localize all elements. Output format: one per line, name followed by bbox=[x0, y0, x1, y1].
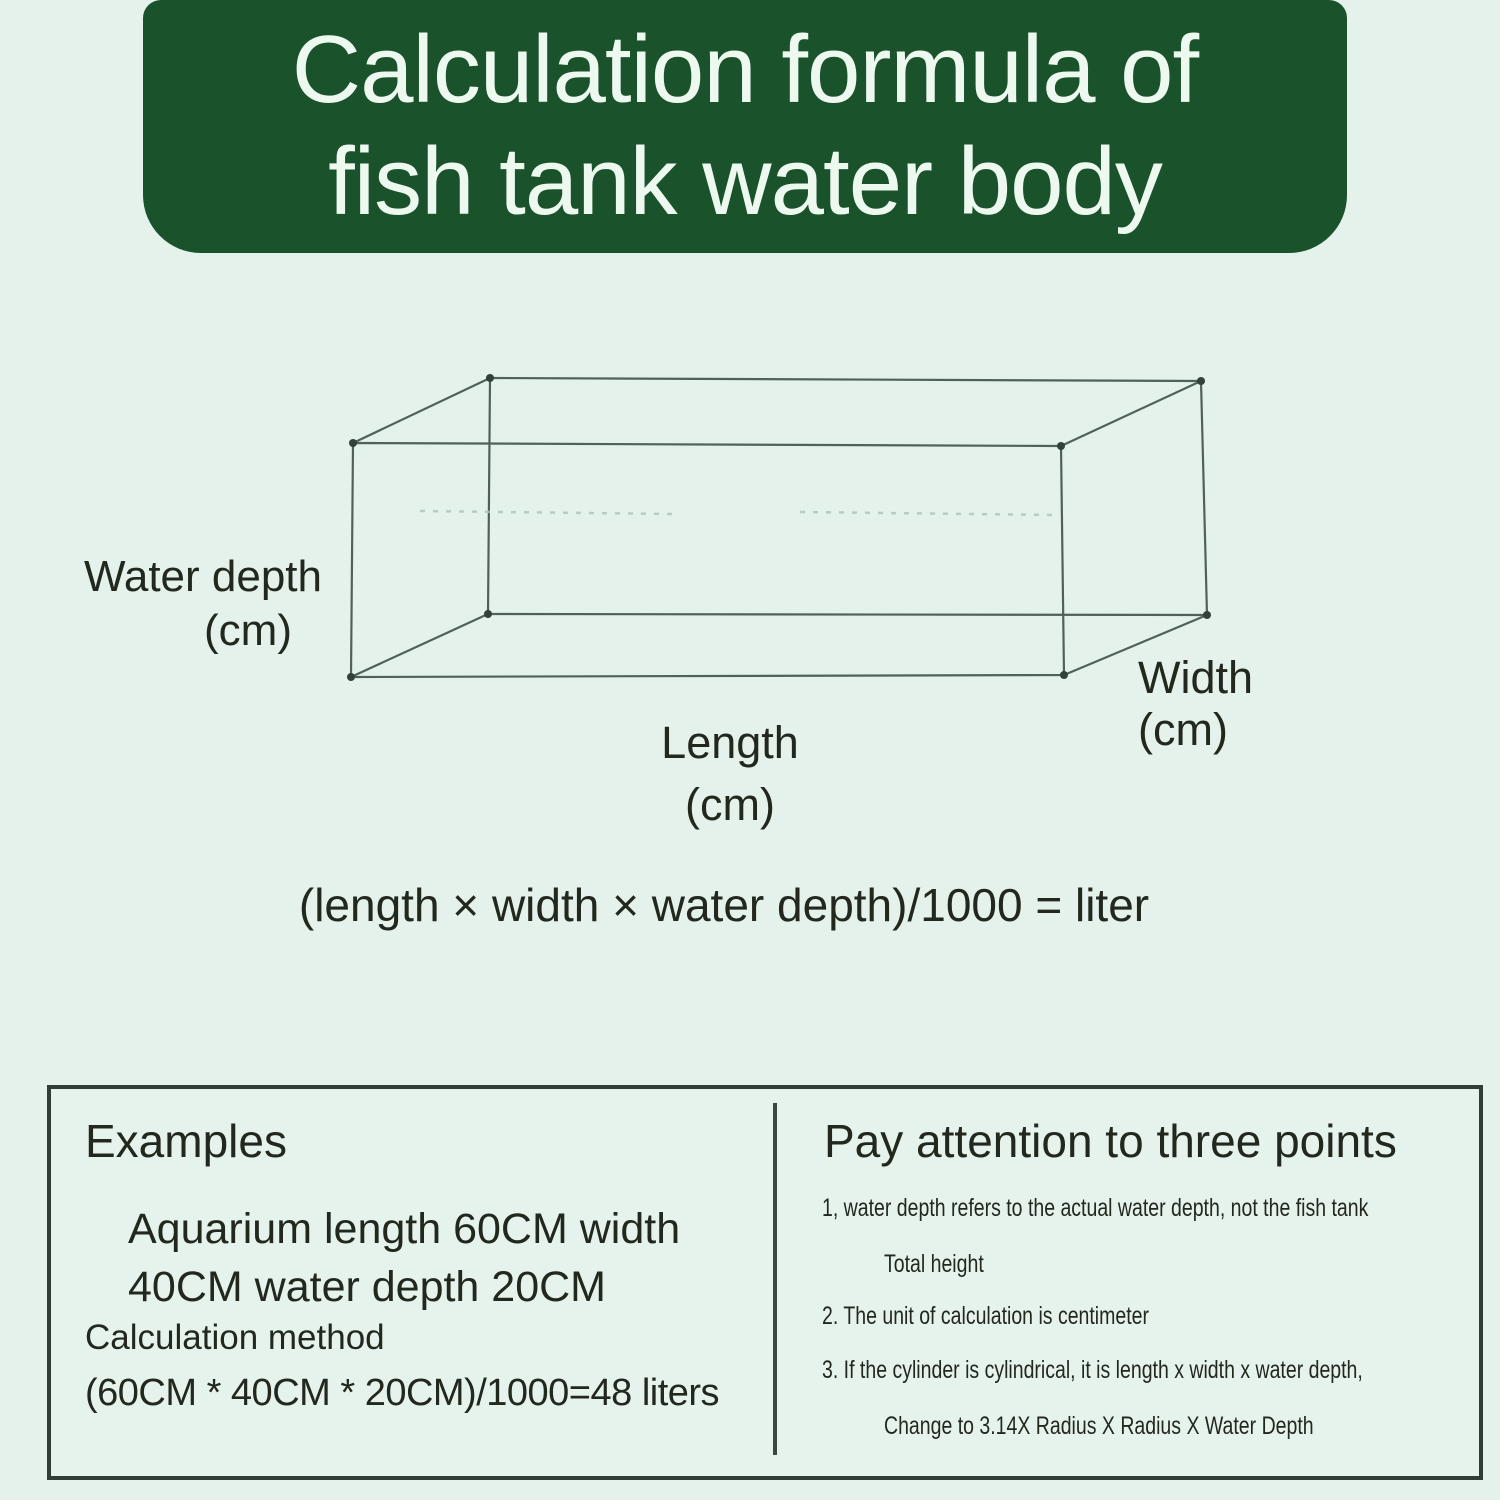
header-banner bbox=[143, 0, 1347, 253]
example-text-line1: Aquarium length 60CM width bbox=[128, 1205, 681, 1253]
width-unit: (cm) bbox=[1138, 704, 1228, 755]
volume-formula: (length × width × water depth)/1000 = liter bbox=[298, 879, 1150, 931]
examples-heading: Examples bbox=[85, 1115, 287, 1167]
length-label bbox=[630, 712, 830, 836]
attention-heading: Pay attention to three points bbox=[824, 1115, 1397, 1167]
attention-point-3-continuation: Change to 3.14X Radius X Radius X Water Depth bbox=[884, 1412, 1314, 1440]
tank-corner-nodes bbox=[347, 374, 1211, 681]
calculation-method-label: Calculation method bbox=[85, 1318, 385, 1357]
attention-point-1-continuation: Total height bbox=[884, 1250, 984, 1278]
water-depth-label bbox=[60, 550, 322, 658]
panel-divider bbox=[773, 1103, 777, 1455]
water-depth-label-text: Water depth bbox=[83, 552, 322, 601]
example-text bbox=[128, 1200, 680, 1316]
width-label-text: Width bbox=[1138, 652, 1254, 703]
attention-point-1: 1, water depth refers to the actual water depth, not the fish tank bbox=[822, 1194, 1369, 1222]
attention-point-3: 3. If the cylinder is cylindrical, it is length x width x water depth, bbox=[822, 1356, 1363, 1384]
width-label bbox=[1138, 652, 1253, 756]
attention-point-2: 2. The unit of calculation is centimeter bbox=[822, 1302, 1149, 1330]
water-line-marks bbox=[420, 511, 1056, 515]
tank-edges bbox=[351, 378, 1207, 677]
length-unit: (cm) bbox=[685, 779, 775, 830]
header-title-line1: Calculation formula of bbox=[291, 16, 1199, 123]
header-title-line2: fish tank water body bbox=[328, 128, 1162, 235]
example-text-line2: 40CM water depth 20CM bbox=[128, 1263, 606, 1311]
calculation-method-formula: (60CM * 40CM * 20CM)/1000=48 liters bbox=[85, 1372, 720, 1414]
length-label-text: Length bbox=[661, 717, 799, 768]
water-depth-unit: (cm) bbox=[204, 606, 292, 655]
